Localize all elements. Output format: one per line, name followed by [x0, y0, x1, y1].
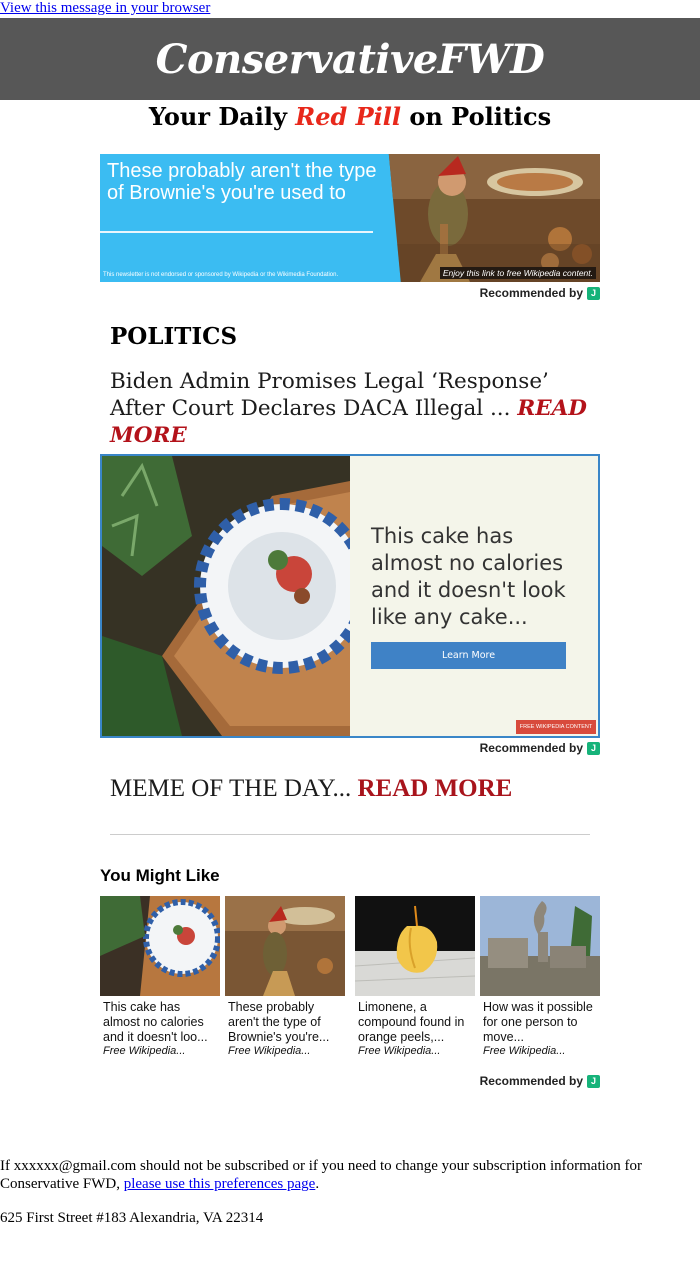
site-logo-title[interactable]: ConservativeFWD [155, 35, 545, 83]
preferences-link[interactable]: please use this preferences page [123, 1176, 316, 1192]
recommendation-title[interactable]: These probably aren't the type of Brownie's you're... [228, 1000, 330, 1044]
recommender-logo-icon: J [587, 287, 600, 300]
recommended-by-label: Recommended by [479, 741, 583, 755]
recommendation-title[interactable]: Limonene, a compound found in orange peels,... [358, 1000, 465, 1044]
tagline-prefix: Your Daily [148, 102, 296, 131]
recommendation-source: Free Wikipedia... [228, 1045, 311, 1057]
section-divider [110, 834, 590, 835]
recommendation-title[interactable]: This cake has almost no calories and it doesn't loo... [103, 1000, 208, 1044]
ad-image-caption: Enjoy this link to free Wikipedia content. [440, 267, 596, 279]
meme-of-the-day[interactable] [110, 775, 512, 803]
meme-label: MEME OF THE DAY... [110, 775, 358, 802]
recommended-by-label: Recommended by [479, 286, 583, 300]
recommended-by-label: Recommended by [479, 1074, 583, 1088]
recommendation-source: Free Wikipedia... [358, 1045, 441, 1057]
recommended-by-bar[interactable] [480, 740, 600, 756]
recommended-by-bar[interactable] [480, 285, 600, 301]
cake-ad[interactable] [100, 454, 600, 738]
recommendation-card[interactable] [225, 896, 345, 1057]
footer-text-end: . [315, 1176, 320, 1192]
you-might-like-grid [100, 896, 600, 1066]
ad-headline: These probably aren't the type of Brownie's you're used to [107, 160, 377, 204]
tagline-suffix: on Politics [401, 102, 552, 131]
tagline [0, 102, 700, 131]
ad-divider [100, 231, 373, 233]
recommender-logo-icon: J [587, 742, 600, 755]
footer-address: 625 First Street #183 Alexandria, VA 22314 [0, 1210, 264, 1226]
section-heading-politics: POLITICS [110, 323, 238, 350]
cake-thumbnail [100, 896, 220, 996]
recommendation-card[interactable] [100, 896, 220, 1057]
cake-ad-headline: This cake has almost no calories and it doesn't look like any cake... [371, 524, 566, 629]
free-wikipedia-badge: FREE WIKIPEDIA CONTENT [516, 720, 596, 734]
view-in-browser-link[interactable]: View this message in your browser [0, 0, 211, 16]
recommendation-card[interactable] [480, 896, 600, 1057]
cake-plate-photo [102, 456, 350, 736]
masthead-banner [0, 18, 700, 100]
headline-text[interactable]: Biden Admin Promises Legal ‘Response’ After Court Declares DACA Illegal ... [110, 369, 549, 421]
recommendation-card[interactable] [355, 896, 475, 1057]
recommender-logo-icon: J [587, 1075, 600, 1088]
read-more-link[interactable]: READ MORE [110, 396, 587, 448]
lemon-thumbnail [355, 896, 475, 996]
ad-disclaimer: This newsletter is not endorsed or sponsored by Wikipedia or the Wikimedia Foundation. [103, 272, 339, 278]
learn-more-button[interactable]: Learn More [371, 642, 566, 669]
politics-article-headline[interactable] [110, 368, 610, 449]
brownie-ad-banner[interactable] [100, 154, 600, 282]
recommendation-source: Free Wikipedia... [483, 1045, 566, 1057]
footer-text: If xxxxxx@gmail.com should not be subscribed or if you need to change your subscription information for Conservative FWD, [0, 1158, 643, 1192]
you-might-like-title: You Might Like [100, 866, 220, 885]
tagline-highlight: Red Pill [295, 102, 401, 131]
coral-castle-thumbnail [480, 896, 600, 996]
gnome-thumbnail [225, 896, 345, 996]
footer-subscription-text [0, 1157, 700, 1193]
recommended-by-bar[interactable] [480, 1073, 600, 1089]
recommendation-source: Free Wikipedia... [103, 1045, 186, 1057]
meme-read-more-link[interactable]: READ MORE [357, 775, 513, 802]
recommendation-title[interactable]: How was it possible for one person to move... [483, 1000, 593, 1044]
